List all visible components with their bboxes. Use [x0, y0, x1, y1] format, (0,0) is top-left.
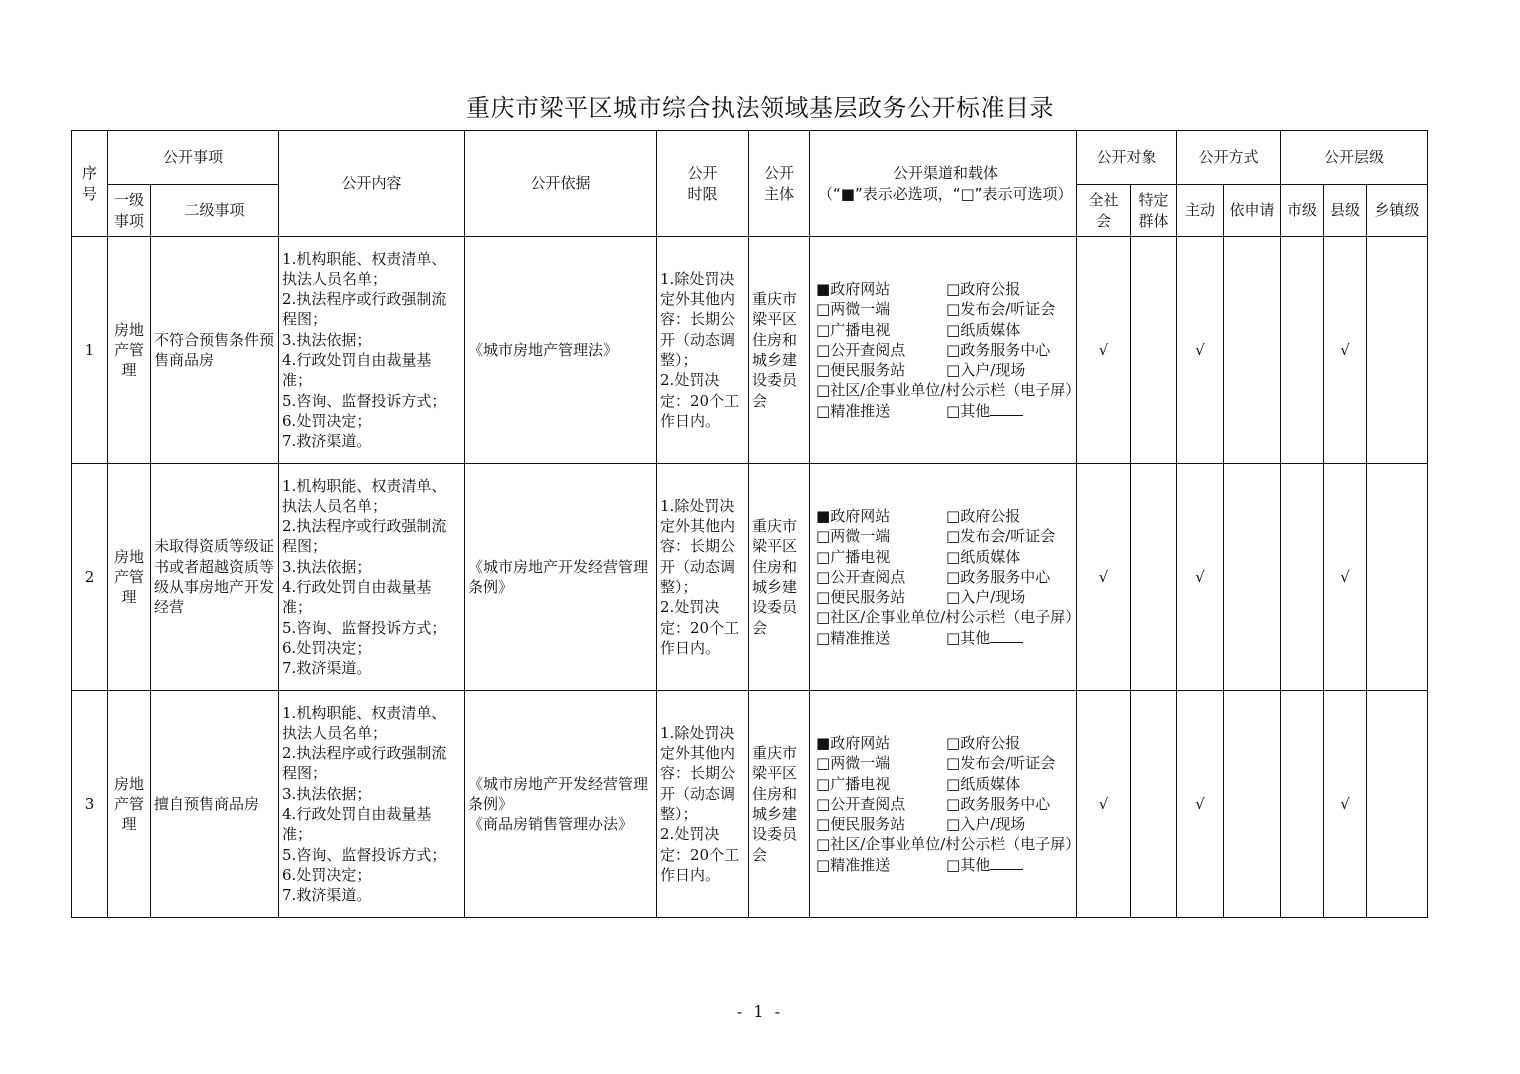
row-channels	[810, 691, 1081, 918]
header-content: 公开内容	[279, 131, 465, 237]
header-items: 公开事项	[108, 131, 279, 185]
row-channels	[810, 237, 1081, 464]
row-level2: 擅自预售商品房	[151, 691, 279, 918]
page-number: - 1 -	[736, 1002, 784, 1021]
channel-option: □公开查阅点	[816, 567, 906, 586]
channel-option: □广播电视	[816, 547, 891, 566]
header-basis: 公开依据	[465, 131, 657, 237]
channel-option: □便民服务站	[816, 815, 906, 834]
channel-option: □广播电视	[816, 320, 891, 339]
row-aud-special	[1131, 691, 1177, 918]
channel-option: □其他	[946, 855, 991, 874]
row-lv-town	[1367, 691, 1428, 918]
channel-option: □两微一端	[816, 527, 891, 546]
channel-option: □精准推送	[816, 628, 891, 647]
header-method: 公开方式	[1177, 131, 1281, 185]
row-aud-all: √	[1077, 464, 1131, 691]
header-audience: 公开对象	[1077, 131, 1177, 185]
row-level2: 未取得资质等级证书或者超越资质等级从事房地产开发经营	[151, 464, 279, 691]
row-lv-town	[1367, 237, 1428, 464]
row-time: 1.除处罚决定外其他内容：长期公开（动态调整）； 2.处罚决定：20个工作日内。	[657, 464, 749, 691]
row-level2: 不符合预售条件预售商品房	[151, 237, 279, 464]
row-lv-city	[1281, 691, 1324, 918]
channel-option: □其他	[946, 628, 991, 647]
channel-option: □社区/企事业单位/村公示栏（电子屏）	[816, 835, 1081, 854]
row-aud-special	[1131, 237, 1177, 464]
header-m-apply: 依申请	[1224, 185, 1281, 237]
header-seq: 序号	[72, 131, 108, 237]
row-level1: 房地产管理	[108, 691, 151, 918]
row-seq: 2	[72, 464, 108, 691]
channel-option: □精准推送	[816, 401, 891, 420]
header-lv-city: 市级	[1281, 185, 1324, 237]
header-lv-town: 乡镇级	[1367, 185, 1428, 237]
row-content: 1.机构职能、权责清单、执法人员名单； 2.执法程序或行政强制流程图； 3.执法依据； 4.行政处罚自由裁量基准； 5.咨询、监督投诉方式； 6.处罚决定； 7.救济渠道。	[279, 691, 465, 918]
row-time: 1.除处罚决定外其他内容：长期公开（动态调整）； 2.处罚决定：20个工作日内。	[657, 237, 749, 464]
channel-option: □便民服务站	[816, 588, 906, 607]
channel-option: □政府公报	[946, 279, 1021, 298]
channel-option: □纸质媒体	[946, 774, 1021, 793]
header-aud-all: 全社会	[1077, 185, 1131, 237]
channel-option: □政务服务中心	[946, 340, 1051, 359]
channel-option: □社区/企事业单位/村公示栏（电子屏）	[816, 381, 1081, 400]
channel-option: □政府公报	[946, 506, 1021, 525]
row-seq: 1	[72, 237, 108, 464]
table-row	[72, 237, 1428, 464]
table-row	[72, 464, 1428, 691]
row-lv-county: √	[1324, 464, 1367, 691]
header-level1: 一级事项	[108, 185, 151, 237]
row-subject: 重庆市梁平区住房和城乡建设委员会	[749, 464, 810, 691]
header-lv-county: 县级	[1324, 185, 1367, 237]
row-level1: 房地产管理	[108, 237, 151, 464]
row-basis: 《城市房地产管理法》	[465, 237, 657, 464]
row-aud-special	[1131, 464, 1177, 691]
row-lv-county: √	[1324, 691, 1367, 918]
channel-option: □政府公报	[946, 733, 1021, 752]
row-channels	[810, 464, 1081, 691]
channel-option: ■政府网站	[816, 733, 891, 752]
row-lv-city	[1281, 464, 1324, 691]
channel-option: □社区/企事业单位/村公示栏（电子屏）	[816, 608, 1081, 627]
catalog-table	[71, 130, 1428, 918]
row-lv-town	[1367, 464, 1428, 691]
channel-option: □公开查阅点	[816, 340, 906, 359]
channel-option: □入户/现场	[946, 588, 1026, 607]
header-subject: 公开主体	[749, 131, 810, 237]
channel-option: ■政府网站	[816, 279, 891, 298]
channel-option: □发布会/听证会	[946, 754, 1056, 773]
row-m-active: √	[1177, 464, 1224, 691]
row-lv-county: √	[1324, 237, 1367, 464]
header-m-active: 主动	[1177, 185, 1224, 237]
row-seq: 3	[72, 691, 108, 918]
channel-option: □两微一端	[816, 300, 891, 319]
row-lv-city	[1281, 237, 1324, 464]
channel-option: □政务服务中心	[946, 794, 1051, 813]
channel-option: □两微一端	[816, 754, 891, 773]
blank-underline	[990, 628, 1023, 643]
table-row	[72, 691, 1428, 918]
row-aud-all: √	[1077, 237, 1131, 464]
channel-option: □便民服务站	[816, 361, 906, 380]
channel-option: □其他	[946, 401, 991, 420]
channel-option: □纸质媒体	[946, 547, 1021, 566]
channel-option: □入户/现场	[946, 361, 1026, 380]
channel-option: □广播电视	[816, 774, 891, 793]
row-subject: 重庆市梁平区住房和城乡建设委员会	[749, 237, 810, 464]
page-title: 重庆市梁平区城市综合执法领域基层政务公开标准目录	[466, 94, 1054, 122]
row-aud-all: √	[1077, 691, 1131, 918]
row-level1: 房地产管理	[108, 464, 151, 691]
channel-option: □发布会/听证会	[946, 300, 1056, 319]
channel-option: □发布会/听证会	[946, 527, 1056, 546]
row-basis: 《城市房地产开发经营管理条例》	[465, 464, 657, 691]
row-m-active: √	[1177, 691, 1224, 918]
blank-underline	[990, 401, 1023, 416]
row-m-apply	[1224, 237, 1281, 464]
header-channel: 公开渠道和载体 （“■”表示必选项，“□”表示可选项）	[810, 131, 1077, 237]
channel-option: □公开查阅点	[816, 794, 906, 813]
row-content: 1.机构职能、权责清单、执法人员名单； 2.执法程序或行政强制流程图； 3.执法依据； 4.行政处罚自由裁量基准； 5.咨询、监督投诉方式； 6.处罚决定； 7.救济渠道。	[279, 464, 465, 691]
row-subject: 重庆市梁平区住房和城乡建设委员会	[749, 691, 810, 918]
row-m-active: √	[1177, 237, 1224, 464]
channel-option: □精准推送	[816, 855, 891, 874]
row-basis: 《城市房地产开发经营管理条例》 《商品房销售管理办法》	[465, 691, 657, 918]
row-m-apply	[1224, 464, 1281, 691]
row-time: 1.除处罚决定外其他内容：长期公开（动态调整）； 2.处罚决定：20个工作日内。	[657, 691, 749, 918]
row-m-apply	[1224, 691, 1281, 918]
header-aud-special: 特定群体	[1131, 185, 1177, 237]
channel-option: □政务服务中心	[946, 567, 1051, 586]
blank-underline	[990, 855, 1023, 870]
header-level2: 二级事项	[151, 185, 279, 237]
channel-option: □纸质媒体	[946, 320, 1021, 339]
header-time: 公开时限	[657, 131, 749, 237]
header-level: 公开层级	[1281, 131, 1428, 185]
channel-option: ■政府网站	[816, 506, 891, 525]
row-content: 1.机构职能、权责清单、执法人员名单； 2.执法程序或行政强制流程图； 3.执法依据； 4.行政处罚自由裁量基准； 5.咨询、监督投诉方式； 6.处罚决定； 7.救济渠道。	[279, 237, 465, 464]
channel-option: □入户/现场	[946, 815, 1026, 834]
